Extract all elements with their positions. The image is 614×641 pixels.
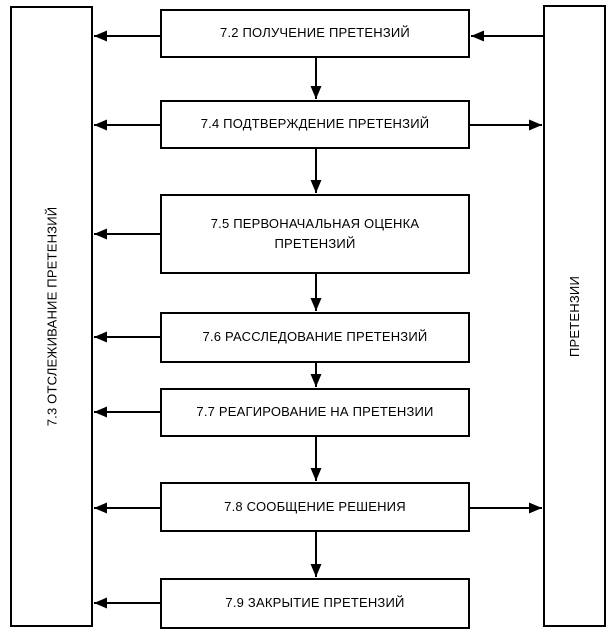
claims-box bbox=[543, 5, 606, 627]
process-label: 7.9 ЗАКРЫТИЕ ПРЕТЕНЗИЙ bbox=[225, 595, 405, 611]
process-label: 7.7 РЕАГИРОВАНИЕ НА ПРЕТЕНЗИИ bbox=[196, 404, 434, 420]
process-box-closing-claims bbox=[160, 578, 470, 629]
process-box-initial-assessment bbox=[160, 194, 470, 274]
claims-label: ПРЕТЕНЗИИ bbox=[567, 275, 582, 357]
process-box-response bbox=[160, 388, 470, 437]
process-label: 7.8 СООБЩЕНИЕ РЕШЕНИЯ bbox=[224, 498, 406, 514]
process-label: 7.5 ПЕРВОНАЧАЛЬНАЯ ОЦЕНКА ПРЕТЕНЗИЙ bbox=[210, 215, 420, 251]
tracking-claims-label: 7.3 ОТСЛЕЖИВАНИЕ ПРЕТЕНЗИЙ bbox=[44, 206, 59, 427]
process-box-investigation bbox=[160, 312, 470, 363]
process-label: 7.4 ПОДТВЕРЖДЕНИЕ ПРЕТЕНЗИЙ bbox=[200, 116, 430, 132]
process-box-acknowledging-claims bbox=[160, 100, 470, 149]
process-label: 7.2 ПОЛУЧЕНИЕ ПРЕТЕНЗИЙ bbox=[220, 25, 410, 41]
process-label: 7.6 РАССЛЕДОВАНИЕ ПРЕТЕНЗИЙ bbox=[202, 329, 428, 345]
tracking-claims-box bbox=[10, 6, 93, 627]
process-box-communicating-decision bbox=[160, 482, 470, 532]
process-box-receiving-claims bbox=[160, 9, 470, 58]
